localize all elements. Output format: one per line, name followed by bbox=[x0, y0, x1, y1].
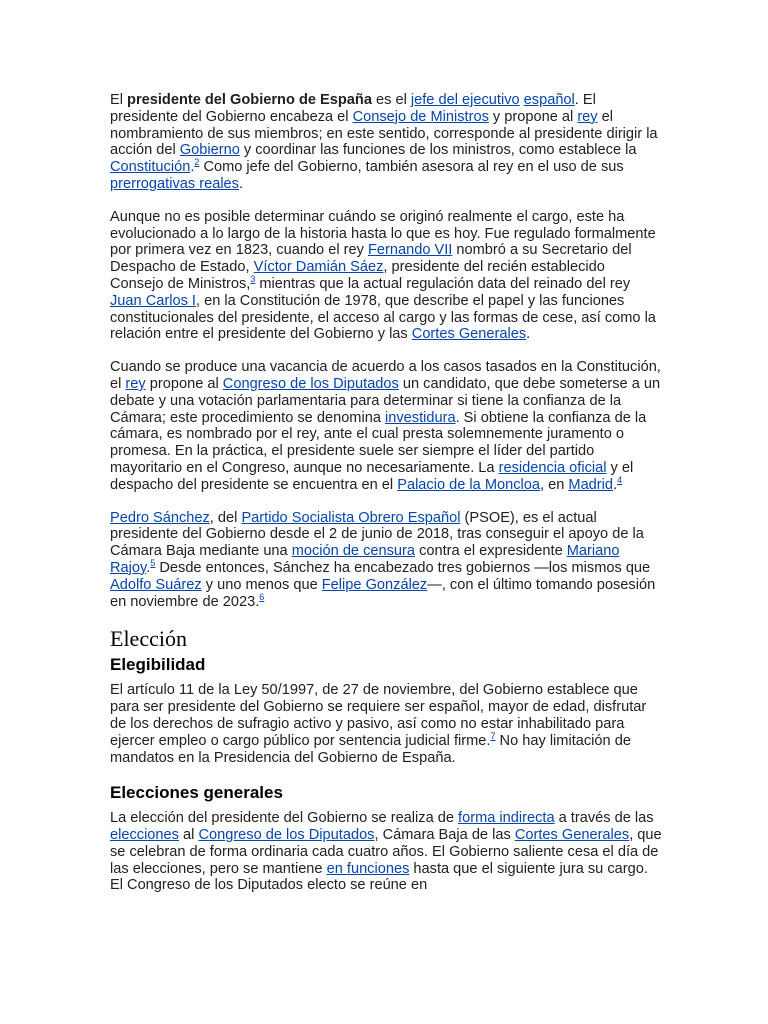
text: . bbox=[190, 159, 195, 176]
reference-link-6[interactable]: 6 bbox=[259, 591, 265, 602]
text: Desde entonces, Sánchez ha encabezado tres gobiernos —los mismos que bbox=[155, 559, 651, 576]
text: . El presidente del Gobierno encabeza el bbox=[110, 92, 596, 125]
text: y el despacho del presidente se encuentra en el bbox=[110, 459, 634, 493]
link-felipe-gonzalez[interactable]: Felipe González bbox=[321, 576, 428, 593]
text: , presidente del recién establecido Consejo de Ministros, bbox=[110, 259, 605, 292]
link-fernando-vii[interactable]: Fernando VII bbox=[367, 242, 453, 259]
text: , en bbox=[540, 476, 569, 493]
link-gobierno[interactable]: Gobierno bbox=[179, 142, 240, 159]
text: a través de las bbox=[554, 810, 654, 827]
text: contra el expresidente bbox=[415, 543, 567, 560]
text: . bbox=[238, 175, 244, 192]
link-cortes-generales-2[interactable]: Cortes Generales bbox=[514, 827, 630, 844]
link-cortes-generales[interactable]: Cortes Generales bbox=[411, 326, 527, 343]
text: . bbox=[613, 476, 618, 493]
link-prerrogativas-reales[interactable]: prerrogativas reales bbox=[110, 175, 239, 192]
article-body bbox=[110, 92, 662, 910]
reference-link-3[interactable]: 3 bbox=[250, 274, 256, 285]
link-congreso-de-los-diputados[interactable]: Congreso de los Diputados bbox=[222, 375, 399, 392]
link-juan-carlos-i[interactable]: Juan Carlos I bbox=[110, 292, 196, 309]
link-psoe[interactable]: Partido Socialista Obrero Español bbox=[241, 509, 461, 526]
link-mariano-rajoy[interactable]: Mariano Rajoy bbox=[110, 543, 620, 576]
text: mientras que la actual regulación data del reinado del rey bbox=[255, 275, 631, 292]
text: La elección del presidente del Gobierno se realiza de bbox=[110, 810, 459, 827]
reference-6 bbox=[259, 592, 264, 602]
text: el nombramiento de sus miembros; en este sentido, corresponde al presidente dirigir la acción del bbox=[110, 108, 658, 159]
text: y propone al bbox=[488, 108, 578, 125]
history-paragraph bbox=[110, 209, 662, 343]
text: , en la Constitución de 1978, que describe el papel y las funciones constitucionales del presidente, el acceso al cargo y las formas de cese, así como la relación entre el presidente del Gobierno y las bbox=[110, 292, 656, 343]
link-madrid[interactable]: Madrid bbox=[568, 476, 614, 493]
link-victor-damian-saez[interactable]: Víctor Damián Sáez bbox=[253, 259, 384, 276]
reference-link-2[interactable]: 2 bbox=[194, 157, 200, 168]
link-rey[interactable]: rey bbox=[577, 108, 598, 125]
reference-link-7[interactable]: 7 bbox=[490, 730, 496, 741]
text: El bbox=[110, 92, 128, 108]
link-pedro-sanchez[interactable]: Pedro Sánchez bbox=[110, 509, 210, 526]
link-congreso-de-los-diputados-2[interactable]: Congreso de los Diputados bbox=[198, 827, 375, 844]
intro-paragraph bbox=[110, 92, 662, 193]
text: y coordinar las funciones de los ministros, como establece la bbox=[239, 142, 637, 159]
text: un candidato, que debe someterse a un debate y una votación parlamentaria para determinar si tiene la confianza de la Cámara; este procedimiento se denomina bbox=[110, 375, 661, 426]
vacancy-paragraph bbox=[110, 359, 662, 493]
link-adolfo-suarez[interactable]: Adolfo Suárez bbox=[110, 576, 202, 593]
text: —, con el último tomando posesión en noviembre de 2023. bbox=[110, 576, 656, 610]
link-jefe-del-ejecutivo[interactable]: jefe del ejecutivo bbox=[410, 92, 520, 108]
link-espanol[interactable]: español bbox=[523, 92, 575, 108]
link-palacio-de-la-moncloa[interactable]: Palacio de la Moncloa bbox=[397, 476, 540, 493]
eligibility-paragraph bbox=[110, 682, 662, 766]
link-en-funciones[interactable]: en funciones bbox=[326, 860, 410, 877]
reference-4 bbox=[617, 475, 622, 485]
link-mocion-de-censura[interactable]: moción de censura bbox=[291, 543, 416, 560]
text: , del bbox=[209, 509, 242, 526]
link-forma-indirecta[interactable]: forma indirecta bbox=[458, 810, 555, 827]
current-president-paragraph bbox=[110, 510, 662, 611]
article-subject-bold: presidente del Gobierno de España bbox=[127, 92, 372, 108]
section-heading-eleccion: Elección bbox=[110, 626, 187, 652]
text: Como jefe del Gobierno, también asesora al rey en el uso de sus bbox=[199, 159, 624, 176]
text: al bbox=[178, 827, 199, 844]
text: . bbox=[526, 326, 531, 343]
text: y uno menos que bbox=[201, 576, 322, 593]
link-consejo-de-ministros[interactable]: Consejo de Ministros bbox=[352, 108, 489, 125]
link-investidura[interactable]: investidura bbox=[385, 409, 456, 426]
text: No hay limitación de mandatos en la Presidencia del Gobierno de España. bbox=[110, 732, 631, 766]
reference-link-4[interactable]: 4 bbox=[617, 474, 623, 485]
subsection-heading-elegibilidad: Elegibilidad bbox=[110, 655, 206, 675]
text: , que se celebran de forma ordinaria cada cuatro años. El Gobierno saliente cesa el día de las elecciones, pero se mantiene bbox=[110, 827, 662, 877]
text: Aunque no es posible determinar cuándo se originó realmente el cargo, este ha evolucionado a lo largo de la historia hasta lo que es hoy. Fue regulado formalmente por primera vez en 1823, cuando el rey bbox=[110, 208, 656, 259]
text: (PSOE), es el actual presidente del Gobierno desde el 2 de junio de 2018, tras conseguir el apoyo de la Cámara Baja mediante una bbox=[110, 509, 644, 560]
link-rey-2[interactable]: rey bbox=[125, 375, 146, 392]
text: hasta que el siguiente jura su cargo. El Congreso de los Diputados electo se reúne en bbox=[110, 860, 648, 894]
general-elections-paragraph bbox=[110, 810, 662, 894]
reference-link-5[interactable]: 5 bbox=[150, 558, 156, 569]
subsection-heading-elecciones-generales: Elecciones generales bbox=[110, 783, 283, 803]
text: , Cámara Baja de las bbox=[374, 827, 515, 844]
text: es el bbox=[371, 92, 411, 108]
text: . bbox=[146, 559, 151, 576]
link-residencia-oficial[interactable]: residencia oficial bbox=[498, 459, 607, 476]
text: propone al bbox=[145, 375, 223, 392]
text: El artículo 11 de la Ley 50/1997, de 27 de noviembre, del Gobierno establece que para ser presidente del Gobierno se requiere ser español, mayor de edad, disfrutar de los derechos de sufragio activo y pasivo, así como no estar inhabilitado para ejercer empleo o cargo público por sentencia judicial firme. bbox=[110, 682, 647, 749]
text: nombró a su Secretario del Despacho de Estado, bbox=[110, 242, 632, 276]
text: . Si obtiene la confianza de la cámara, es nombrado por el rey, ante el cual presta solemnemente juramento o promesa. En la práctica, el presidente suele ser siempre el líder del partido mayoritario en el Congreso, aunque no necesariamente. La bbox=[110, 409, 647, 476]
link-constitucion[interactable]: Constitución bbox=[110, 159, 191, 176]
link-elecciones[interactable]: elecciones bbox=[110, 827, 179, 844]
text: Cuando se produce una vacancia de acuerdo a los casos tasados en la Constitución, el bbox=[110, 359, 661, 392]
